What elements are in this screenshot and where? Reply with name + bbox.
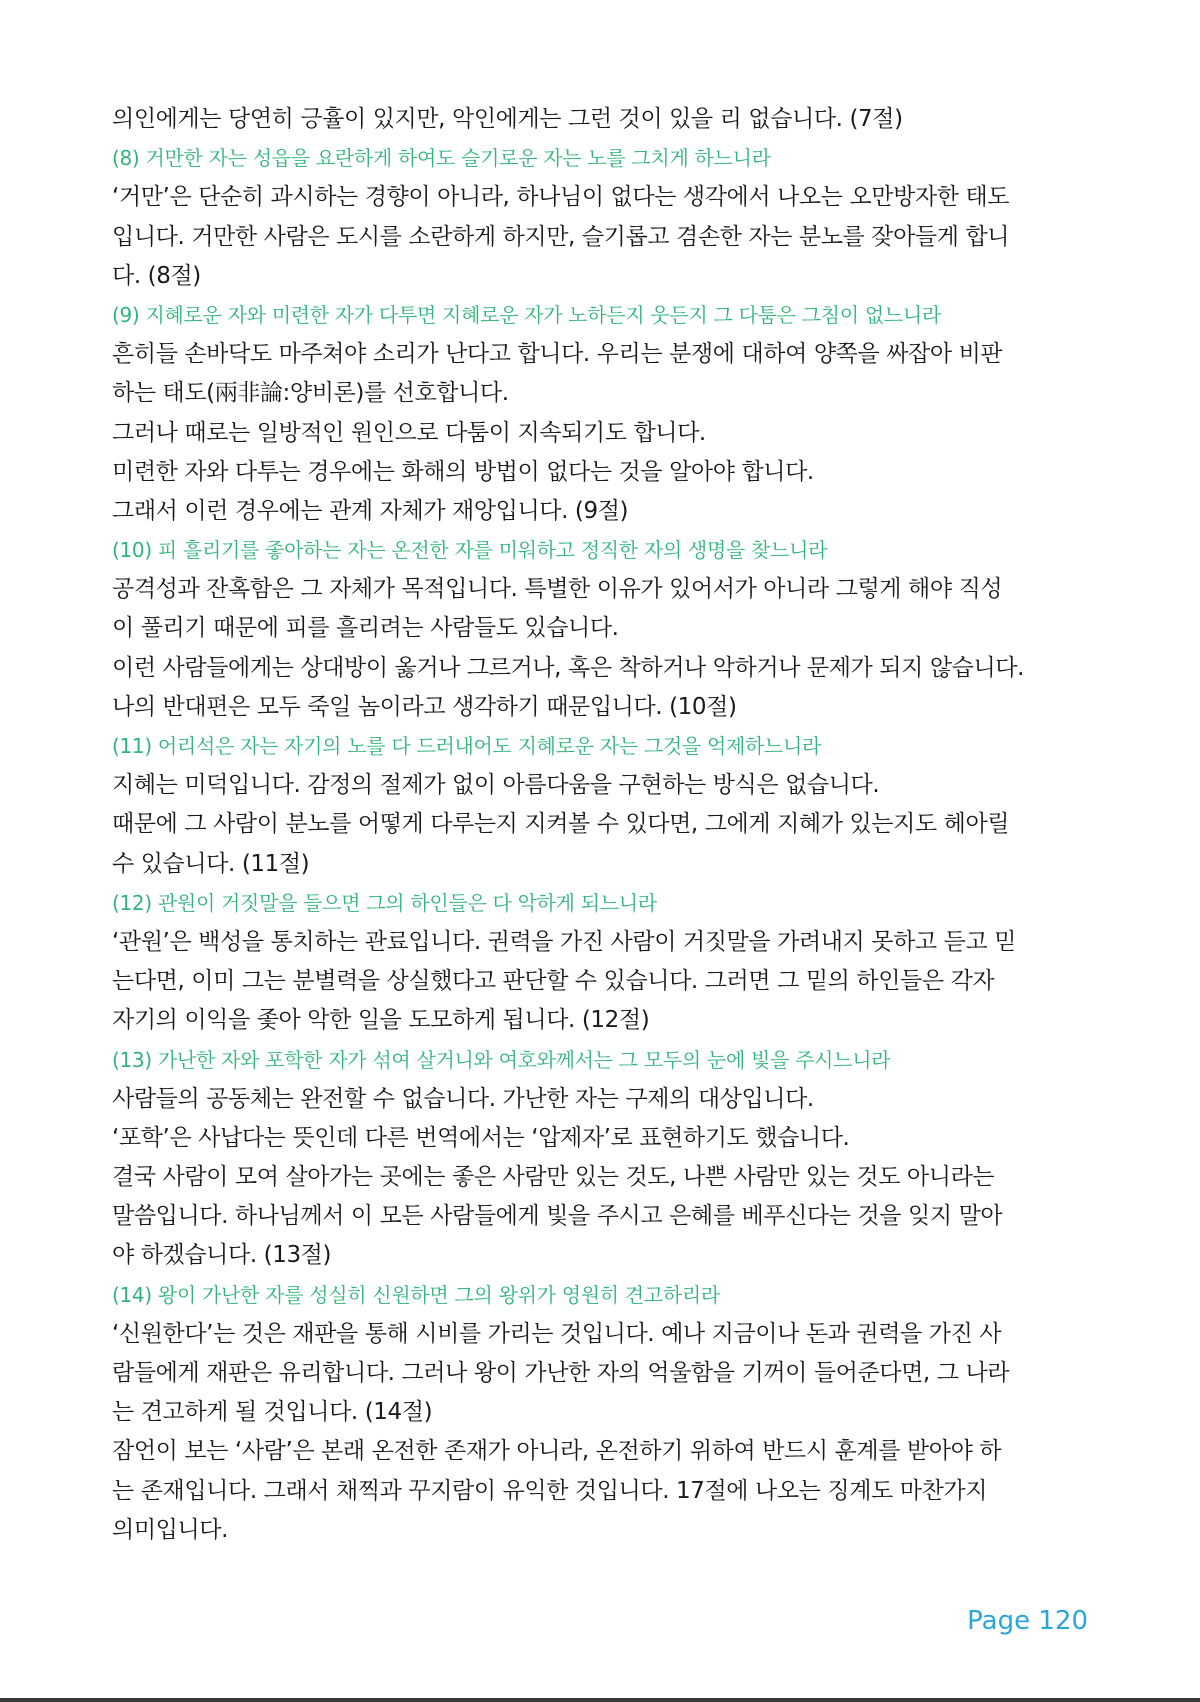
body-text-line: 람들에게 재판은 유리합니다. 그러나 왕이 가난한 자의 억울함을 기꺼이 들어준다면, 그 나라 [112, 1360, 1010, 1386]
verse-citation-line: (11) 어리석은 자는 자기의 노를 다 드러내어도 지혜로운 자는 그것을 억제하느니라 [112, 734, 822, 758]
body-text-line: 나의 반대편은 모두 죽일 놈이라고 생각하기 때문입니다. (10절) [112, 693, 737, 720]
verse-citation-line: (10) 피 흘리기를 좋아하는 자는 온전한 자를 미워하고 정직한 자의 생명을 찾느니라 [112, 538, 828, 563]
body-text-line: ‘신원한다’는 것은 재판을 통해 시비를 가리는 것입니다. 예나 지금이나 돈과 권력을 가진 사 [112, 1320, 1002, 1347]
page-content [112, 100, 1102, 1550]
body-text-line: 흔히들 손바닥도 마주쳐야 소리가 난다고 합니다. 우리는 분쟁에 대하여 양쪽을 싸잡아 비판 [112, 341, 1003, 368]
body-text-line: 이런 사람들에게는 상대방이 옳거나 그르거나, 혹은 착하거나 악하거나 문제가 되지 않습니다. [112, 654, 1025, 681]
body-text-line: 이 풀리기 때문에 피를 흘리려는 사람들도 있습니다. [112, 615, 619, 642]
body-text-line: ‘포학’은 사납다는 뜻인데 다른 번역에서는 ‘압제자’로 표현하기도 했습니다. [112, 1124, 850, 1151]
body-text-line: 하는 태도(兩非論:양비론)를 선호합니다. [112, 380, 509, 407]
body-text-line: 공격성과 잔혹함은 그 자체가 목적입니다. 특별한 이유가 있어서가 아니라 그렇게 해야 직성 [112, 576, 1003, 603]
body-text-line: 지혜는 미덕입니다. 감정의 절제가 없이 아름다움을 구현하는 방식은 없습니다. [112, 772, 880, 799]
bottom-rule [0, 1698, 1200, 1702]
body-text-line: 잠언이 보는 ‘사람’은 본래 온전한 존재가 아니라, 온전하기 위하여 반드시 훈계를 받아야 하 [112, 1438, 1002, 1465]
body-text-line: 그래서 이런 경우에는 관계 자체가 재앙입니다. (9절) [112, 497, 629, 524]
page-number: Page 120 [967, 1606, 1088, 1636]
body-text-line: 말씀입니다. 하나님께서 이 모든 사람들에게 빛을 주시고 은혜를 베푸신다는 것을 잊지 말아 [112, 1203, 1003, 1230]
body-text-line: 수 있습니다. (11절) [112, 850, 310, 877]
body-text-line: 는다면, 이미 그는 분별력을 상실했다고 판단할 수 있습니다. 그러면 그 밑의 하인들은 각자 [112, 968, 995, 995]
verse-citation-line: (13) 가난한 자와 포학한 자가 섞여 살거니와 여호와께서는 그 모두의 눈에 빛을 주시느니라 [112, 1047, 891, 1072]
body-text-line: 다. (8절) [112, 262, 201, 289]
body-text-line: 때문에 그 사람이 분노를 어떻게 다루는지 지켜볼 수 있다면, 그에게 지혜가 있는지도 헤아릴 [112, 811, 1010, 838]
body-text-line: 결국 사람이 모여 살아가는 곳에는 좋은 사람만 있는 것도, 나쁜 사람만 있는 것도 아니라는 [112, 1164, 995, 1191]
verse-citation-line: (8) 거만한 자는 성읍을 요란하게 하여도 슬기로운 자는 노를 그치게 하느니라 [112, 146, 771, 171]
body-text-line: 의미입니다. [112, 1516, 229, 1543]
body-text-line: 입니다. 거만한 사람은 도시를 소란하게 하지만, 슬기롭고 겸손한 자는 분노를 잦아들게 합니 [112, 223, 1010, 250]
verse-citation-line: (14) 왕이 가난한 자를 성실히 신원하면 그의 왕위가 영원히 견고하리라 [112, 1282, 720, 1307]
body-text-line: 는 존재입니다. 그래서 채찍과 꾸지람이 유익한 것입니다. 17절에 나오는 징계도 마찬가지 [112, 1477, 988, 1504]
body-text-line: ‘거만’은 단순히 과시하는 경향이 아니라, 하나님이 없다는 생각에서 나오는 오만방자한 태도 [112, 184, 1010, 211]
verse-citation-line: (12) 관원이 거짓말을 들으면 그의 하인들은 다 악하게 되느니라 [112, 890, 657, 915]
body-text-line: 자기의 이익을 좇아 악한 일을 도모하게 됩니다. (12절) [112, 1007, 650, 1034]
body-text-line: 사람들의 공동체는 완전할 수 없습니다. 가난한 자는 구제의 대상입니다. [112, 1085, 814, 1112]
body-text-line: 미련한 자와 다투는 경우에는 화해의 방법이 없다는 것을 알아야 합니다. [112, 458, 814, 485]
body-text-line: 그러나 때로는 일방적인 원인으로 다툼이 지속되기도 합니다. [112, 419, 706, 446]
verse-citation-line: (9) 지혜로운 자와 미련한 자가 다투면 지혜로운 자가 노하든지 웃든지 그 다툼은 그침이 없느니라 [112, 302, 941, 327]
body-text-line: ‘관원’은 백성을 통치하는 관료입니다. 권력을 가진 사람이 거짓말을 가려내지 못하고 듣고 믿 [112, 928, 1017, 955]
body-text-line: 의인에게는 당연히 긍휼이 있지만, 악인에게는 그런 것이 있을 리 없습니다. (7절) [112, 106, 903, 132]
body-text-line: 는 견고하게 될 것입니다. (14절) [112, 1399, 433, 1426]
body-text-line: 야 하겠습니다. (13절) [112, 1242, 332, 1269]
